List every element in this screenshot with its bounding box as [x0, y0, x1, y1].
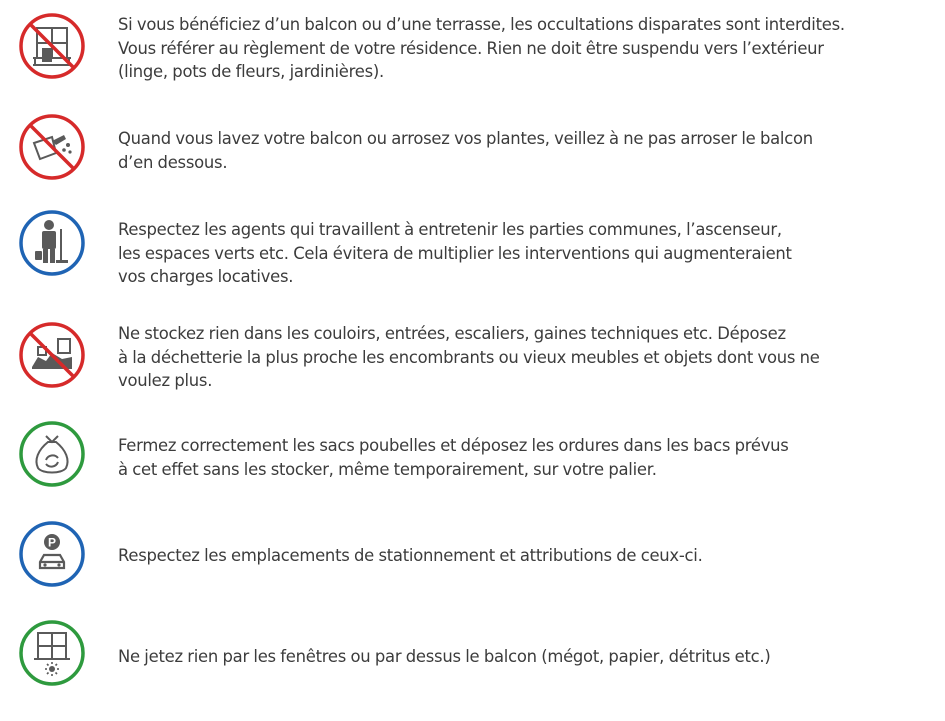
- window-no-throwing-icon: [18, 619, 86, 687]
- recycling-bag-icon: [18, 420, 86, 488]
- rule-text: Respectez les agents qui travaillent à entretenir les parties communes, l’ascenseur, les espaces verts etc. Cela évitera de multiplier les interventions qui augmenteraient vos charges locatives.: [118, 220, 792, 286]
- cleaning-agent-icon: [18, 209, 86, 277]
- parking-icon: [18, 520, 86, 588]
- rule-text: Si vous bénéficiez d’un balcon ou d’une terrasse, les occultations disparates sont interdites. Vous référer au règlement de votre résidence. Rien ne doit être suspendu vers l’extérieur (linge, pots de fleurs, jardinières).: [118, 15, 845, 81]
- no-watering-icon: [18, 113, 86, 181]
- rule-text: Ne jetez rien par les fenêtres ou par dessus le balcon (mégot, papier, détritus etc.): [118, 647, 771, 666]
- rule-text: Ne stockez rien dans les couloirs, entrées, escaliers, gaines techniques etc. Déposez à la déchetterie la plus proche les encombrants ou vieux meubles et objets dont vous ne voulez plus.: [118, 324, 820, 390]
- no-bulky-waste-icon: [18, 321, 86, 389]
- rule-text: Quand vous lavez votre balcon ou arrosez vos plantes, veillez à ne pas arroser le balcon d’en dessous.: [118, 129, 813, 172]
- rule-text: Respectez les emplacements de stationnement et attributions de ceux-ci.: [118, 546, 703, 565]
- balcony-no-hanging-icon: [18, 12, 86, 80]
- rule-text: Fermez correctement les sacs poubelles et déposez les ordures dans les bacs prévus à cet effet sans les stocker, même temporairement, sur votre palier.: [118, 436, 789, 479]
- svg-text:P: P: [47, 535, 57, 550]
